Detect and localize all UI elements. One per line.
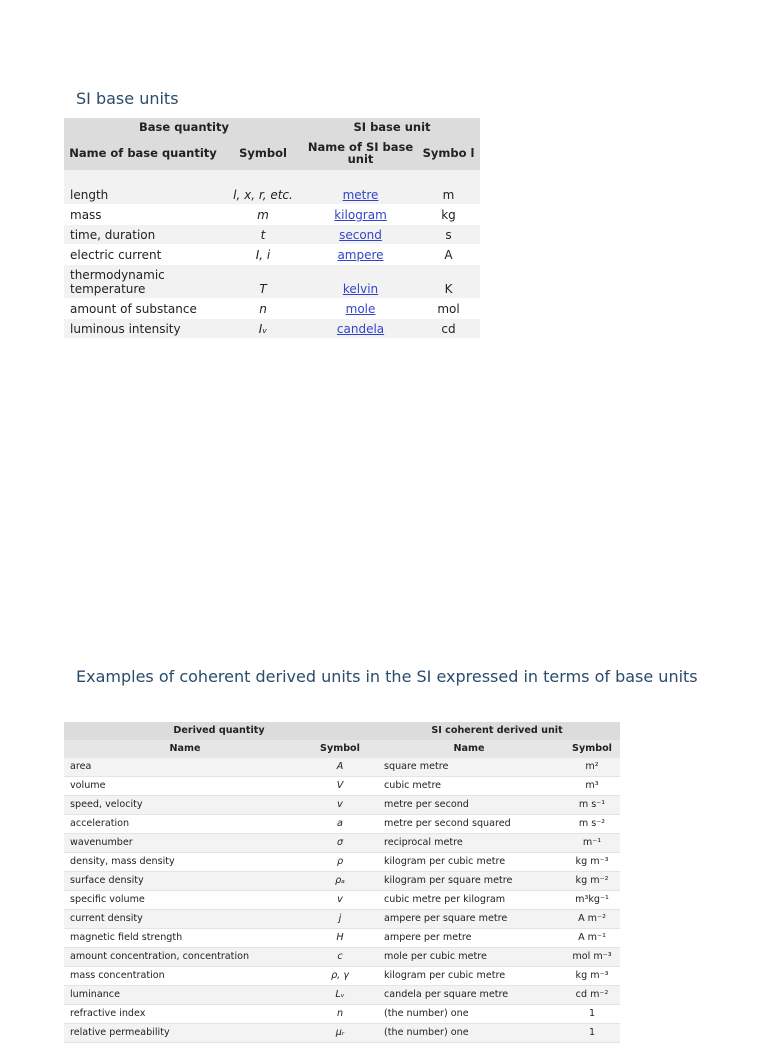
unit-name-link[interactable]: candela: [336, 321, 385, 336]
quantity-name: area: [64, 758, 306, 777]
quantity-symbol-cell: t: [222, 224, 304, 244]
derived-units-heading: Examples of coherent derived units in the SI expressed in terms of base units: [76, 667, 698, 686]
unit-name-link[interactable]: second: [339, 227, 382, 242]
quantity-symbol-cell: Iᵥ: [222, 318, 304, 338]
quantity-name: current density: [64, 910, 306, 929]
quantity-symbol: c: [306, 948, 374, 967]
unit-symbol: kg m⁻³: [564, 853, 620, 872]
unit-name-link[interactable]: ampere: [337, 247, 384, 262]
unit-name: kilogram per cubic metre: [374, 967, 564, 986]
quantity-symbol: ρₐ: [306, 872, 374, 891]
quantity-symbol: Lᵥ: [306, 986, 374, 1005]
table-row: [64, 948, 620, 967]
quantity-name-cell: thermodynamic temperature: [64, 264, 222, 298]
unit-name: candela per square metre: [374, 986, 564, 1005]
unit-symbol-cell: kg: [417, 204, 480, 224]
table-row: [64, 910, 620, 929]
col-header-unit-name: Name of SI base unit: [304, 136, 417, 170]
quantity-name: refractive index: [64, 1005, 306, 1024]
col-header-quantity-name: Name of base quantity: [64, 136, 222, 170]
unit-symbol: cd m⁻²: [564, 986, 620, 1005]
unit-symbol: kg m⁻²: [564, 872, 620, 891]
table-row: [64, 318, 480, 338]
unit-symbol: 1: [564, 1024, 620, 1043]
table-row: [64, 834, 620, 853]
table-row: [64, 1024, 620, 1043]
col-header-unit-name: Name: [374, 740, 564, 758]
unit-name: metre per second squared: [374, 815, 564, 834]
quantity-name-cell: mass: [64, 204, 222, 224]
table-row: [64, 777, 620, 796]
unit-name-link-cell: [304, 224, 417, 244]
table-row: [64, 853, 620, 872]
table-row: [64, 929, 620, 948]
unit-name-link-cell: [304, 204, 417, 224]
quantity-symbol: V: [306, 777, 374, 796]
unit-symbol-cell: A: [417, 244, 480, 264]
base-units-heading: SI base units: [76, 89, 179, 108]
unit-symbol-cell: m: [417, 170, 480, 204]
quantity-symbol: ρ, γ: [306, 967, 374, 986]
unit-symbol: A m⁻²: [564, 910, 620, 929]
quantity-symbol: μᵣ: [306, 1024, 374, 1043]
unit-name-link[interactable]: mole: [345, 301, 376, 316]
unit-name: mole per cubic metre: [374, 948, 564, 967]
quantity-symbol: v: [306, 796, 374, 815]
table-row: [64, 796, 620, 815]
table-row: [64, 872, 620, 891]
quantity-name: relative permeability: [64, 1024, 306, 1043]
quantity-symbol: A: [306, 758, 374, 777]
quantity-symbol-cell: n: [222, 298, 304, 318]
derived-units-body: [64, 758, 620, 1043]
quantity-symbol-cell: I, i: [222, 244, 304, 264]
table-row: [64, 224, 480, 244]
unit-symbol: mol m⁻³: [564, 948, 620, 967]
table-row: [64, 204, 480, 224]
quantity-symbol: a: [306, 815, 374, 834]
unit-name: cubic metre per kilogram: [374, 891, 564, 910]
unit-symbol: m s⁻²: [564, 815, 620, 834]
quantity-name: surface density: [64, 872, 306, 891]
unit-symbol-cell: s: [417, 224, 480, 244]
base-quantity-group-header: Base quantity: [64, 118, 304, 136]
quantity-name: density, mass density: [64, 853, 306, 872]
unit-symbol: m s⁻¹: [564, 796, 620, 815]
unit-name-link-cell: [304, 298, 417, 318]
unit-name-link-cell: [304, 244, 417, 264]
table-row: [64, 815, 620, 834]
unit-name: square metre: [374, 758, 564, 777]
quantity-name: magnetic field strength: [64, 929, 306, 948]
quantity-name: mass concentration: [64, 967, 306, 986]
derived-units-table: [64, 722, 620, 1043]
quantity-name: luminance: [64, 986, 306, 1005]
unit-symbol: A m⁻¹: [564, 929, 620, 948]
unit-name-link-cell: [304, 170, 417, 204]
quantity-name-cell: time, duration: [64, 224, 222, 244]
quantity-name: volume: [64, 777, 306, 796]
col-header-name: Name: [64, 740, 306, 758]
derived-quantity-group-header: Derived quantity: [64, 722, 374, 740]
unit-name: (the number) one: [374, 1024, 564, 1043]
unit-name: metre per second: [374, 796, 564, 815]
unit-name: reciprocal metre: [374, 834, 564, 853]
unit-symbol: kg m⁻³: [564, 967, 620, 986]
quantity-symbol: ρ: [306, 853, 374, 872]
unit-name-link-cell: [304, 318, 417, 338]
col-header-symbol: Symbol: [222, 136, 304, 170]
quantity-name: wavenumber: [64, 834, 306, 853]
table-row: [64, 758, 620, 777]
col-header-unit-symbol: Symbo l: [417, 136, 480, 170]
unit-name-link[interactable]: kilogram: [334, 207, 387, 222]
si-coherent-unit-group-header: SI coherent derived unit: [374, 722, 620, 740]
quantity-symbol: n: [306, 1005, 374, 1024]
quantity-symbol: H: [306, 929, 374, 948]
unit-symbol: m²: [564, 758, 620, 777]
table-row: [64, 170, 480, 204]
quantity-symbol: j: [306, 910, 374, 929]
unit-name: kilogram per cubic metre: [374, 853, 564, 872]
unit-symbol: m⁻¹: [564, 834, 620, 853]
unit-name: ampere per square metre: [374, 910, 564, 929]
unit-name: ampere per metre: [374, 929, 564, 948]
unit-symbol-cell: K: [417, 264, 480, 298]
quantity-symbol: σ: [306, 834, 374, 853]
unit-name-link-cell: [304, 264, 417, 298]
unit-name-link[interactable]: kelvin: [342, 281, 379, 296]
unit-symbol-cell: mol: [417, 298, 480, 318]
quantity-name: acceleration: [64, 815, 306, 834]
unit-name-link[interactable]: metre: [342, 187, 379, 202]
quantity-name-cell: electric current: [64, 244, 222, 264]
unit-symbol: m³: [564, 777, 620, 796]
quantity-name-cell: amount of substance: [64, 298, 222, 318]
si-base-unit-group-header: SI base unit: [304, 118, 480, 136]
unit-symbol: m³kg⁻¹: [564, 891, 620, 910]
quantity-name: amount concentration, concentration: [64, 948, 306, 967]
quantity-name: speed, velocity: [64, 796, 306, 815]
base-units-body: [64, 170, 480, 338]
unit-name: (the number) one: [374, 1005, 564, 1024]
col-header-symbol: Symbol: [306, 740, 374, 758]
table-row: [64, 298, 480, 318]
col-header-unit-symbol: Symbol: [564, 740, 620, 758]
unit-symbol: 1: [564, 1005, 620, 1024]
unit-name: kilogram per square metre: [374, 872, 564, 891]
quantity-name-cell: length: [64, 170, 222, 204]
quantity-symbol: v: [306, 891, 374, 910]
base-units-table: [64, 118, 480, 339]
table-row: [64, 986, 620, 1005]
quantity-name-cell: luminous intensity: [64, 318, 222, 338]
unit-symbol-cell: cd: [417, 318, 480, 338]
table-row: [64, 967, 620, 986]
quantity-symbol-cell: l, x, r, etc.: [222, 170, 304, 204]
quantity-name: specific volume: [64, 891, 306, 910]
table-row: [64, 264, 480, 298]
table-row: [64, 244, 480, 264]
table-row: [64, 891, 620, 910]
quantity-symbol-cell: T: [222, 264, 304, 298]
unit-name: cubic metre: [374, 777, 564, 796]
table-row: [64, 1005, 620, 1024]
quantity-symbol-cell: m: [222, 204, 304, 224]
